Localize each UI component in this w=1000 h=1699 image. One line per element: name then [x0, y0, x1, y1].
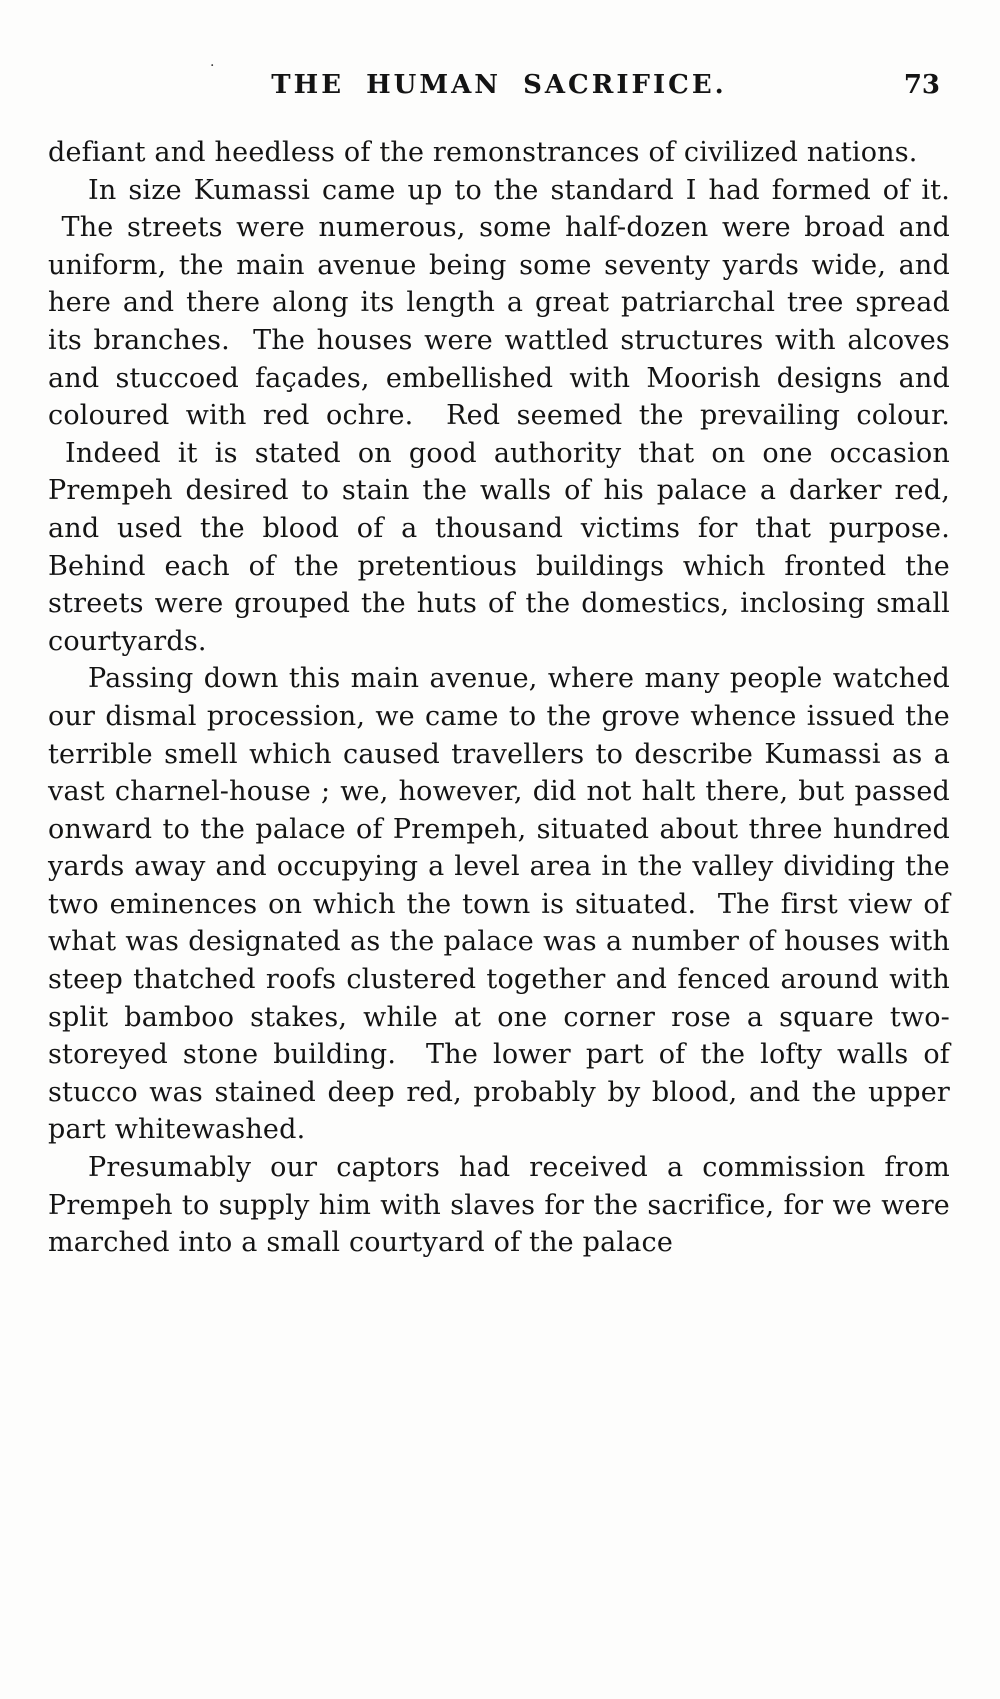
page-header — [48, 58, 950, 110]
page-number: 73 — [903, 70, 940, 100]
running-title: THE HUMAN SACRIFICE. — [271, 70, 727, 100]
paragraph: Presumably our captors had received a commission from Prempeh to supply him with slaves for the sacrifice, for we were marched into a small courtyard of the palace — [48, 1152, 950, 1259]
paragraph: In size Kumassi came up to the standard I had formed of it. The streets were numerous, some half-dozen were broad and uniform, the main avenue being some seventy yards wide, and here and there along its length a great patriarchal tree spread its branches. The houses were wattled structures with alcoves and stuccoed façades, embellished with Moorish designs and coloured with red ochre. Red seemed the prevailing colour. Indeed it is stated on good authority that on one occasion Prempeh desired to stain the walls of his palace a darker red, and used the blood of a thousand victims for that purpose. Behind each of the pretentious buildings which fronted the streets were grouped the huts of the domestics, inclosing small courtyards. — [48, 174, 950, 657]
page-body — [48, 134, 950, 1262]
paragraph-continuation: defiant and heedless of the remonstrances of civilized nations. — [48, 137, 918, 168]
scan-artifact-dot: · — [210, 58, 215, 74]
paragraph: Passing down this main avenue, where many people watched our dismal procession, we came to the grove whence issued the terrible smell which caused travellers to describe Kumassi as a vast charnel-house ; we, however, did not halt there, but passed onward to the palace of Prempeh, situated about three hundred yards away and occupying a level area in the valley dividing the two eminences on which the town is situated. The first view of what was designated as the palace was a number of houses with steep thatched roofs clustered together and fenced around with split bamboo stakes, while at one corner rose a square two-storeyed stone building. The lower part of the lofty walls of stucco was stained deep red, probably by blood, and the upper part whitewashed. — [48, 663, 950, 1146]
